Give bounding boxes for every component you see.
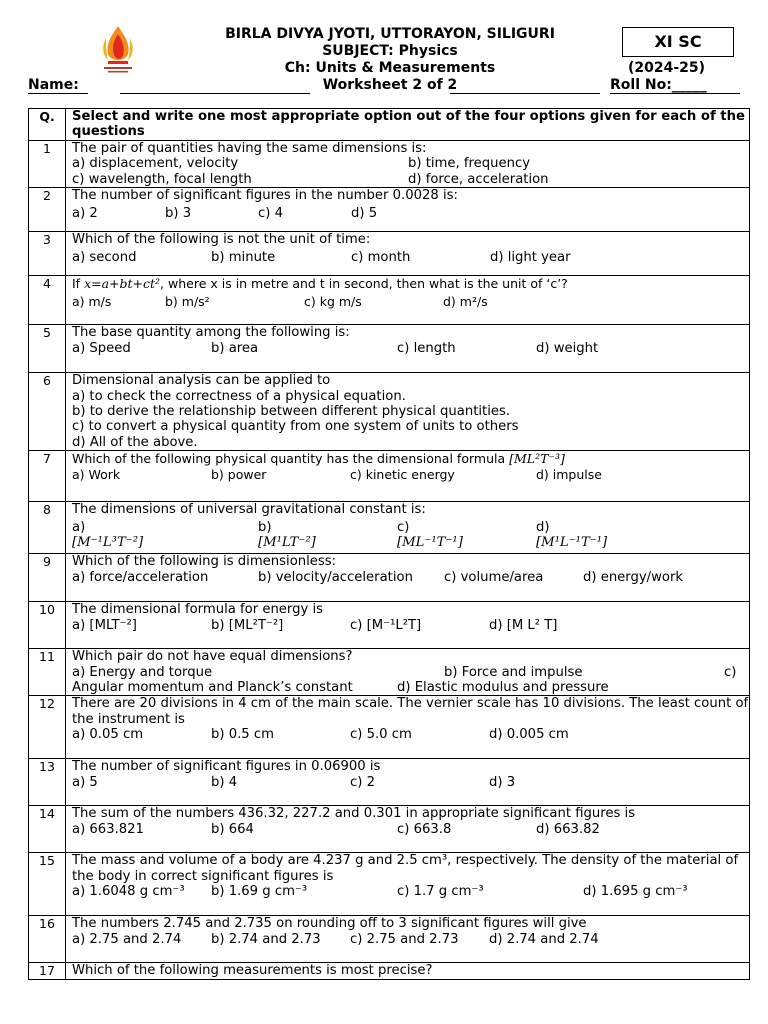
option-c-label: c) [397, 519, 410, 535]
question-number: 8 [29, 502, 66, 554]
option-d: d) Elastic modulus and pressure [397, 680, 609, 696]
option-a: a) to check the correctness of a physical equation. [72, 388, 406, 404]
option-d: d) All of the above. [72, 434, 198, 450]
question-number: 7 [29, 451, 66, 502]
option-a: a) 5 [72, 774, 98, 790]
option-a: a) 0.05 cm [72, 727, 144, 743]
option-a: a) Speed [72, 340, 131, 356]
option-a: a) displacement, velocity [72, 156, 239, 172]
question-text: The sum of the numbers 436.32, 227.2 and 0.301 in appropriate significant figures is [72, 806, 636, 822]
session-label: (2024-25) [628, 60, 706, 76]
school-logo [96, 24, 140, 76]
option-b: b) time, frequency [408, 156, 531, 172]
question-number: 4 [29, 276, 66, 325]
question-cell [66, 276, 750, 325]
question-text: The number of significant figures in the number 0.0028 is: [72, 188, 458, 204]
option-b: b) 0.5 cm [211, 727, 274, 743]
option-a: a) second [72, 249, 137, 265]
question-number: 9 [29, 554, 66, 602]
option-d: d) [M L² T] [489, 617, 558, 633]
option-b-formula: [M¹LT⁻²] [258, 535, 316, 551]
option-a: a) 2.75 and 2.74 [72, 931, 182, 947]
question-number: 17 [29, 963, 66, 979]
option-a-label: a) [72, 519, 86, 535]
question-row [29, 451, 750, 502]
worksheet-table [28, 108, 750, 980]
question-text: The mass and volume of a body are 4.237 g and 2.5 cm³, respectively. The density of the material of the body in correct significant figures is [72, 853, 739, 884]
option-a: a) 663.821 [72, 821, 144, 837]
option-d: d) impulse [536, 466, 602, 482]
option-b: b) 664 [211, 821, 254, 837]
option-c: c) 663.8 [397, 821, 452, 837]
question-cell [66, 502, 750, 554]
question-cell [66, 602, 750, 649]
option-b: b) 2.74 and 2.73 [211, 931, 321, 947]
question-text: The base quantity among the following is: [72, 325, 350, 341]
chapter-title: Ch: Units & Measurements [284, 60, 496, 76]
option-b: b) to derive the relationship between different physical quantities. [72, 404, 511, 420]
question-cell [66, 649, 750, 696]
question-row [29, 232, 750, 276]
option-a: a) 2 [72, 205, 98, 221]
question-row [29, 502, 750, 554]
question-number: 16 [29, 916, 66, 963]
question-text: The dimensional formula for energy is [72, 602, 324, 618]
option-a: a) [MLT⁻²] [72, 617, 137, 633]
equation: x=a+bt+ct² [84, 276, 161, 292]
question-number: 6 [29, 373, 66, 451]
name-underline [120, 93, 310, 94]
question-text-main: Which of the following physical quantity has the dimensional formula [72, 451, 506, 467]
option-c-formula: [ML⁻¹T⁻¹] [397, 535, 463, 551]
question-text: Which pair do not have equal dimensions? [72, 649, 353, 665]
option-b: b) power [211, 466, 267, 482]
question-cell [66, 188, 750, 232]
option-a: a) 1.6048 g cm⁻³ [72, 884, 185, 900]
option-d: d) 1.695 g cm⁻³ [583, 884, 688, 900]
question-row [29, 188, 750, 232]
question-text: The number of significant figures in 0.06900 is [72, 759, 381, 775]
option-b: b) 3 [165, 205, 192, 221]
option-b: b) [ML²T⁻²] [211, 617, 284, 633]
option-c: c) [M⁻¹L²T] [350, 617, 422, 633]
question-row [29, 916, 750, 963]
question-row [29, 759, 750, 806]
question-number: 11 [29, 649, 66, 696]
question-text [72, 451, 749, 466]
worksheet-title: Worksheet 2 of 2 [322, 77, 458, 93]
question-number: 1 [29, 141, 66, 188]
question-row [29, 602, 750, 649]
question-row [29, 696, 750, 759]
option-b: b) Force and impulse [444, 664, 583, 680]
question-text: The dimensions of universal gravitational constant is: [72, 502, 426, 518]
option-c: c) 2 [350, 774, 375, 790]
option-a: a) m/s [72, 293, 112, 309]
question-row [29, 554, 750, 602]
question-number: 12 [29, 696, 66, 759]
option-c: c) length [397, 340, 456, 356]
question-cell [66, 853, 750, 916]
question-number: 2 [29, 188, 66, 232]
option-c: c) wavelength, focal length [72, 171, 252, 187]
roll-underline [610, 93, 740, 94]
question-row [29, 276, 750, 325]
question-text: Dimensional analysis can be applied to [72, 373, 331, 389]
option-d: d) weight [536, 340, 599, 356]
option-b: b) 4 [211, 774, 238, 790]
option-c [397, 520, 536, 551]
option-d: d) 663.82 [536, 821, 600, 837]
dimensional-formula: [ML²T⁻³] [509, 451, 565, 467]
option-a: a) Energy and torque [72, 664, 213, 680]
question-number: 14 [29, 806, 66, 853]
name-label: Name: [28, 77, 79, 93]
question-cell [66, 451, 750, 502]
question-cell [66, 916, 750, 963]
option-c: c) 2.75 and 2.73 [350, 931, 459, 947]
question-cell [66, 696, 750, 759]
question-text [72, 276, 749, 291]
question-text: There are 20 divisions in 4 cm of the main scale. The vernier scale has 10 divisions. The least count of the instrument is [72, 696, 749, 727]
question-text: The numbers 2.745 and 2.735 on rounding off to 3 significant figures will give [72, 916, 587, 932]
option-c: c) to convert a physical quantity from one system of units to others [72, 419, 519, 435]
option-b-label: b) [258, 519, 272, 535]
question-number: 10 [29, 602, 66, 649]
option-c: c) kg m/s [304, 293, 362, 309]
question-cell [66, 554, 750, 602]
question-cell [66, 232, 750, 276]
option-b: b) velocity/acceleration [258, 569, 413, 585]
option-b: b) minute [211, 249, 276, 265]
q-column-header: Q. [29, 109, 66, 141]
option-d: d) light year [490, 249, 571, 265]
question-cell [66, 373, 750, 451]
question-text: Which of the following measurements is most precise? [66, 963, 750, 979]
name-label-underline [28, 93, 88, 94]
option-a-formula: [M⁻¹L³T⁻²] [72, 535, 144, 551]
question-text-pre: If [72, 276, 85, 292]
option-a: a) Work [72, 466, 121, 482]
option-d: d) 5 [351, 205, 378, 221]
option-b: b) m/s² [165, 293, 210, 309]
question-row [29, 963, 750, 979]
option-d [536, 520, 607, 551]
option-c: c) kinetic energy [350, 466, 455, 482]
question-text-post: , where x is in metre and t in second, then what is the unit of ‘c’? [160, 276, 568, 292]
class-label: XI SC [622, 27, 734, 57]
option-c: Angular momentum and Planck’s constant [72, 680, 353, 696]
question-row [29, 649, 750, 696]
question-number: 5 [29, 325, 66, 373]
option-d: d) 2.74 and 2.74 [489, 931, 599, 947]
question-text: The pair of quantities having the same dimensions is: [72, 141, 427, 156]
question-row [29, 325, 750, 373]
option-d: d) force, acceleration [408, 171, 549, 187]
question-row [29, 853, 750, 916]
question-text: Which of the following is not the unit of time: [72, 232, 371, 248]
question-row [29, 141, 750, 188]
name-underline-right [450, 93, 600, 94]
option-c: c) 5.0 cm [350, 727, 412, 743]
option-d-label: d) [536, 519, 550, 535]
option-c: c) volume/area [444, 569, 544, 585]
option-b: b) area [211, 340, 259, 356]
question-cell [66, 806, 750, 853]
option-d: d) 0.005 cm [489, 727, 569, 743]
question-cell [66, 141, 750, 188]
question-cell [66, 325, 750, 373]
option-d: d) 3 [489, 774, 516, 790]
option-a: a) force/acceleration [72, 569, 209, 585]
question-number: 3 [29, 232, 66, 276]
question-number: 13 [29, 759, 66, 806]
subject-title: SUBJECT: Physics [322, 43, 458, 59]
question-row [29, 806, 750, 853]
school-name: BIRLA DIVYA JYOTI, UTTORAYON, SILIGURI [225, 26, 555, 42]
option-c: c) 4 [258, 205, 283, 221]
table-header-row [29, 109, 750, 141]
question-text: Which of the following is dimensionless: [72, 554, 337, 570]
option-d: d) energy/work [583, 569, 684, 585]
option-c: c) 1.7 g cm⁻³ [397, 884, 484, 900]
option-c-label: c) [724, 664, 737, 680]
option-a [72, 520, 258, 551]
question-cell [66, 759, 750, 806]
roll-label: Roll No:_____ [610, 77, 707, 93]
question-number: 15 [29, 853, 66, 916]
question-row [29, 373, 750, 451]
option-d: d) m²/s [443, 293, 488, 309]
option-c: c) month [351, 249, 411, 265]
option-d-formula: [M¹L⁻¹T⁻¹] [536, 535, 608, 551]
instruction-text: Select and write one most appropriate option out of the four options given for each of the questions [66, 109, 750, 141]
option-b [258, 520, 397, 551]
option-b: b) 1.69 g cm⁻³ [211, 884, 308, 900]
